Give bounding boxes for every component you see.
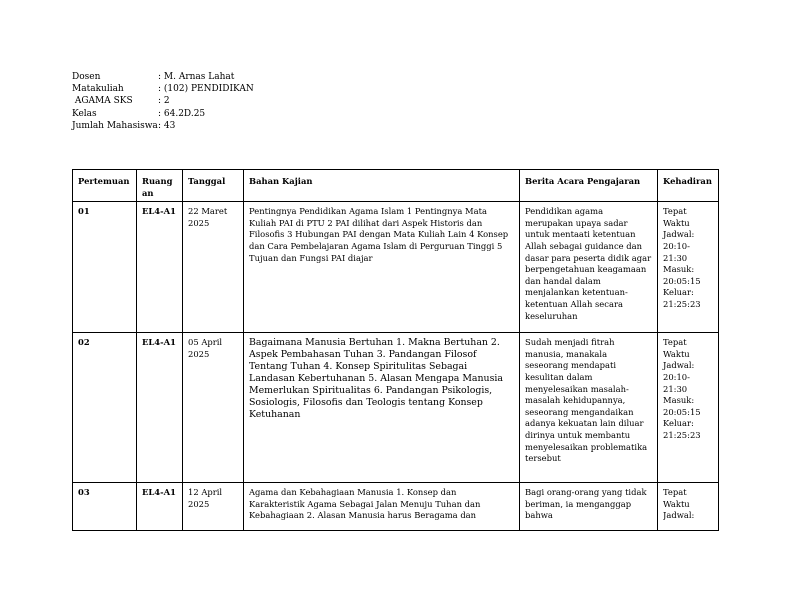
table-header-row <box>73 170 719 202</box>
kelas-value: : 64.2D.25 <box>158 108 206 119</box>
kehadiran-cell: Tepat Waktu Jadwal: 20:10-21:30 Masuk: 20:05:15 Keluar: 21:25:23 <box>658 333 719 483</box>
column-header: Pertemuan <box>73 170 137 202</box>
matakuliah-row <box>72 83 318 95</box>
dosen-value: : M. Arnas Lahat <box>158 72 235 82</box>
berita-acara-cell: Pendidikan agama merupakan upaya sadar untuk mentaati ketentuan Allah sebagai guidance dan dasar para peserta didik agar berpengetahuan keagamaan dan handal dalam menjalankan ketentuan-ketentuan Allah secara keseluruhan <box>520 202 658 333</box>
column-header: Berita Acara Pengajaran <box>520 170 658 202</box>
sks-value: : 2 <box>158 96 170 107</box>
matakuliah-value: : (102) PENDIDIKAN <box>158 84 254 95</box>
bahan-kajian-text: Agama dan Kebahagiaan Manusia 1. Konsep dan Karakteristik Agama Sebagai Jalan Menuju Tuhan dan Kebahagiaan 2. Alasan Manusia harus Beragama dan <box>249 487 481 521</box>
pertemuan-cell: 02 <box>73 333 137 483</box>
table-row <box>73 483 719 531</box>
attendance-table <box>72 169 719 531</box>
matakuliah-cont-label: AGAMA SKS <box>72 96 133 107</box>
sks-row <box>72 95 318 107</box>
pertemuan-cell: 01 <box>73 202 137 333</box>
tanggal-cell: 05 April 2025 <box>183 333 244 483</box>
pertemuan-cell: 03 <box>73 483 137 531</box>
column-header: Tanggal <box>183 170 244 202</box>
kelas-row <box>72 108 318 120</box>
tanggal-cell: 12 April 2025 <box>183 483 244 531</box>
jumlah-value: : 43 <box>158 120 176 131</box>
jumlah-row <box>72 120 318 132</box>
kehadiran-cell: Tepat Waktu Jadwal: 20:10-21:30 Masuk: 20:05:15 Keluar: 21:25:23 <box>658 202 719 333</box>
ruangan-cell: EL4-A1 <box>137 202 183 333</box>
dosen-row <box>72 71 318 83</box>
tanggal-cell: 22 Maret 2025 <box>183 202 244 333</box>
kehadiran-cell <box>658 483 719 531</box>
berita-acara-text: Bagi orang-orang yang tidak beriman, ia menganggap bahwa <box>525 487 647 521</box>
matakuliah-label: Matakuliah <box>72 84 124 95</box>
berita-acara-cell <box>520 483 658 531</box>
column-header: Kehadiran <box>658 170 719 202</box>
bahan-kajian-cell: Bagaimana Manusia Bertuhan 1. Makna Bertuhan 2. Aspek Pembahasan Tuhan 3. Pandangan Filosof Tentang Tuhan 4. Konsep Spiritulitas Sebagai Landasan Kebertuhanan 5. Alasan Mengapa Manusia Memerlukan Spiritualitas 6. Pandangan Psikologis, Sosiologis, Filosofis dan Teologis tentang Konsep Ketuhanan <box>244 333 520 483</box>
berita-acara-cell: Sudah menjadi fitrah manusia, manakala seseorang mendapati kesulitan dalam menyelesaikan masalah-masalah kehidupannya, seseorang mengandaikan adanya kekuatan lain diluar dirinya untuk membantu menyelesaikan problematika tersebut <box>520 333 658 483</box>
kelas-label: Kelas <box>72 108 97 119</box>
kehadiran-text: Tepat Waktu Jadwal: <box>663 487 695 521</box>
ruangan-cell: EL4-A1 <box>137 483 183 531</box>
dosen-label: Dosen <box>72 72 101 82</box>
table-row <box>73 202 719 333</box>
course-info <box>72 71 318 132</box>
bahan-kajian-cell <box>244 483 520 531</box>
ruangan-cell: EL4-A1 <box>137 333 183 483</box>
jumlah-label: Jumlah Mahasiswa <box>72 120 158 131</box>
column-header: Bahan Kajian <box>244 170 520 202</box>
table-row <box>73 333 719 483</box>
column-header: Ruangan <box>137 170 183 202</box>
bahan-kajian-cell: Pentingnya Pendidikan Agama Islam 1 Pentingnya Mata Kuliah PAI di PTU 2 PAI dilihat dari Aspek Historis dan Filosofis 3 Hubungan PAI dengan Mata Kuliah Lain 4 Konsep dan Cara Pembelajaran Agama Islam di Perguruan Tinggi 5 Tujuan dan Fungsi PAI diajar <box>244 202 520 333</box>
